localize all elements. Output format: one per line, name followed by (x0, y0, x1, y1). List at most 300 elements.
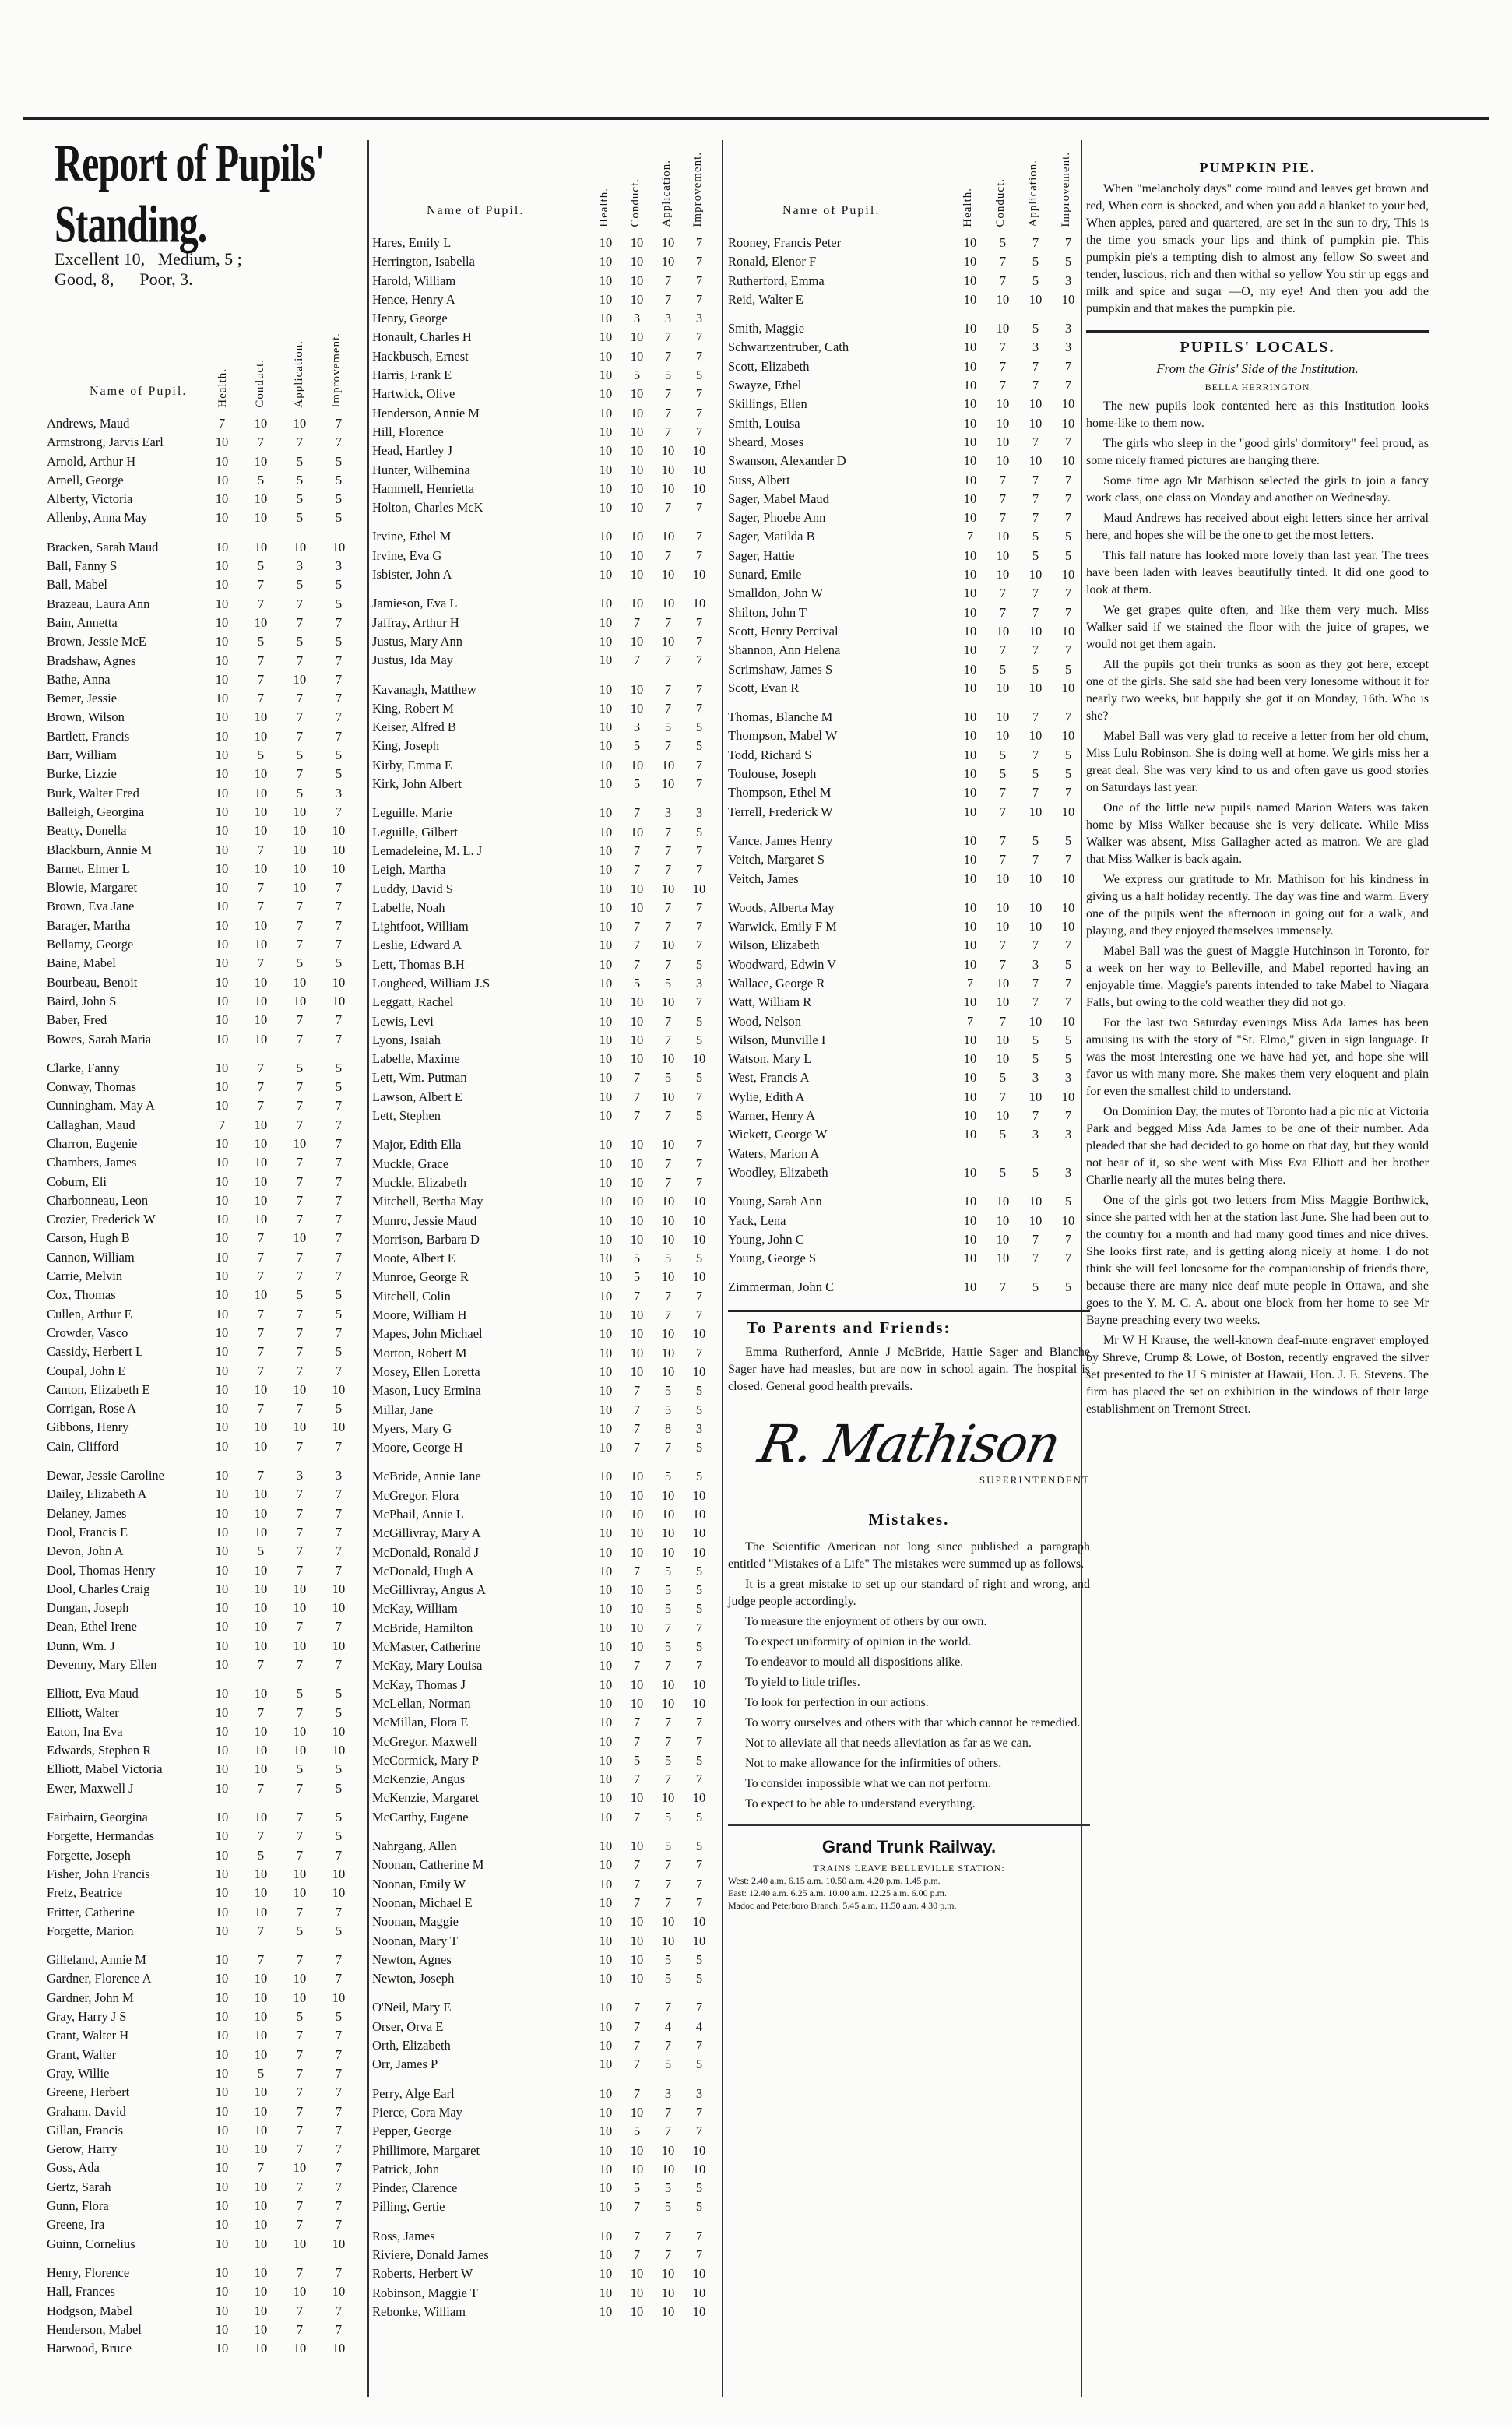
pupil-score: 7 (695, 1620, 703, 1635)
pupil-score: 7 (966, 1013, 974, 1029)
pupil-score: 10 (963, 661, 977, 677)
pupil-score: 10 (254, 614, 268, 630)
pupil-score: 7 (1032, 491, 1039, 506)
pupil-score: 10 (692, 1487, 706, 1503)
pupil-score: 7 (257, 1060, 265, 1075)
pupil-score: 7 (335, 937, 343, 952)
pupil-score: 5 (296, 1287, 304, 1303)
pupil-score: 10 (661, 1269, 675, 1285)
pupil-score (684, 670, 715, 681)
pupil-score: 10 (215, 1487, 229, 1502)
pupil-score: 10 (599, 2303, 613, 2319)
pupil-score: 3 (695, 805, 703, 821)
pupil-score: 4 (664, 2018, 672, 2034)
table-row (47, 1286, 358, 1304)
table-row (372, 272, 715, 290)
pupil-score: 7 (695, 1658, 703, 1673)
pupil-score: 10 (630, 1364, 644, 1379)
pupil-score: 7 (335, 435, 343, 450)
pupil-score: 7 (335, 1269, 343, 1284)
table-row (728, 1182, 1085, 1192)
pupil-score: 10 (215, 2028, 229, 2043)
pupil-score: 7 (633, 1857, 641, 1873)
pupil-score: 10 (661, 443, 675, 459)
table-row (728, 870, 1085, 889)
table-row (728, 899, 1085, 917)
pupil-score: 10 (215, 748, 229, 763)
pupil-score: 10 (599, 1345, 613, 1360)
pupil-name: Forgette, Joseph (47, 1847, 131, 1863)
pupil-score: 7 (335, 899, 343, 914)
pupil-score: 7 (999, 604, 1007, 620)
notice-title: To Parents and Friends: (747, 1318, 951, 1337)
pupil-name: Waters, Marion A (728, 1145, 820, 1161)
pupil-score: 10 (599, 1194, 613, 1209)
pupil-score: 5 (296, 491, 304, 507)
pupil-score: 10 (215, 937, 229, 952)
pupil-score: 10 (630, 757, 644, 772)
table-row (372, 860, 715, 879)
pupil-score: 10 (599, 1951, 613, 1967)
pupil-name: McGregor, Maxwell (372, 1733, 477, 1749)
table-row (47, 689, 358, 708)
pupil-score: 7 (633, 956, 641, 972)
pupil-name: Lewis, Levi (372, 1013, 434, 1029)
pupil-name: King, Joseph (372, 738, 440, 754)
pupil-score: 10 (630, 633, 644, 649)
table-row (372, 1467, 715, 1486)
pupil-score: 10 (599, 1231, 613, 1247)
pupil-score: 10 (599, 1013, 613, 1029)
table-row (372, 804, 715, 822)
pupil-score: 7 (633, 1809, 641, 1825)
pupil-name: Andrews, Maud (47, 416, 130, 431)
pupil-score: 5 (695, 2199, 703, 2215)
pupil-score: 10 (996, 547, 1010, 563)
pupil-score: 7 (296, 2028, 304, 2043)
pupil-score: 10 (1061, 1089, 1075, 1104)
pupil-name: Harris, Frank E (372, 368, 452, 383)
table-row (728, 832, 1085, 850)
table-row (47, 2321, 358, 2339)
pupil-score: 7 (257, 1923, 265, 1938)
pupil-name (728, 1182, 954, 1192)
pupil-score: 10 (599, 776, 613, 792)
pupil-name: Leigh, Martha (372, 862, 446, 878)
table-row (372, 1438, 715, 1457)
table-row (372, 1505, 715, 1524)
pupil-score: 10 (661, 254, 675, 269)
pupil-score: 5 (695, 1032, 703, 1047)
pupil-score: 10 (963, 235, 977, 250)
pupil-score: 7 (335, 1325, 343, 1340)
pupil-score: 10 (215, 2009, 229, 2025)
table-row (372, 1543, 715, 1562)
pupil-score: 10 (996, 1194, 1010, 1209)
pupil-name: Morrison, Barbara D (372, 1231, 480, 1247)
pupil-score: 10 (215, 691, 229, 706)
pupil-name: Gunn, Flora (47, 2198, 109, 2214)
pupil-score: 10 (630, 1345, 644, 1360)
table-row (47, 652, 358, 670)
pupil-score: 10 (630, 2266, 644, 2282)
pupil-name (728, 889, 954, 899)
pupil-score: 10 (254, 1438, 268, 1454)
paragraph: One of the little new pupils named Marion Waters was taken home by Miss Walker because she is very delicate. While Miss Walker was absent, Miss Gallagher acted as matron. We are glad that Miss Walker is back again. (1086, 801, 1429, 866)
pupil-name (372, 1988, 590, 1998)
pupil-name: Lyons, Isaiah (372, 1032, 441, 1047)
pupil-score: 5 (999, 747, 1007, 762)
pupil-score: 10 (293, 2160, 307, 2176)
pupil-score: 10 (599, 720, 613, 735)
legend-excellent: Excellent 10, (55, 249, 146, 269)
table-row (47, 1011, 358, 1029)
pupil-score: 10 (630, 1231, 644, 1247)
pupil-score: 10 (254, 1381, 268, 1397)
pupil-score: 5 (335, 1810, 343, 1825)
table-row (372, 993, 715, 1012)
pupil-score: 10 (254, 1904, 268, 1920)
pupil-name (372, 1827, 590, 1837)
top-rule (23, 117, 1489, 120)
paragraph: On Dominion Day, the mutes of Toronto had a pic nic at Victoria Park and begged Miss Ada James to be one of their number. Ada pleaded that she had decided to go home on that day, but they would not hear of it, so she went with Miss Eva Elliott and her brother Charlie nearly all the mutes being there. (1086, 1105, 1429, 1187)
pupil-score: 10 (215, 2341, 229, 2356)
pupil-score: 10 (630, 1525, 644, 1541)
pupil-score: 5 (296, 577, 304, 593)
pupil-score: 10 (630, 273, 644, 288)
pupil-score: 10 (692, 881, 706, 896)
column-1 (47, 132, 374, 2358)
pupil-name: Hartwick, Olive (372, 386, 455, 402)
pupil-score: 5 (633, 1251, 641, 1266)
pupil-score: 10 (1029, 680, 1043, 695)
pupil-score: 10 (254, 804, 268, 819)
pupil-score: 10 (215, 1990, 229, 2005)
pupil-score: 7 (664, 2038, 672, 2053)
pupil-score: 10 (293, 1723, 307, 1739)
pupil-score: 5 (633, 776, 641, 792)
pupil-score: 7 (296, 1505, 304, 1521)
table-row (372, 1230, 715, 1249)
table-row (47, 746, 358, 765)
pupil-score: 10 (661, 1933, 675, 1948)
pupil-score: 10 (692, 2266, 706, 2282)
pupil-score: 7 (257, 2160, 265, 2176)
pupil-score: 7 (999, 378, 1007, 393)
table-row (47, 1760, 358, 1779)
pupil-name: McGillivray, Angus A (372, 1582, 487, 1598)
pupil-score: 7 (695, 919, 703, 934)
pupil-score: 4 (695, 2018, 703, 2034)
pupil-score: 10 (692, 2161, 706, 2176)
pupil-score: 10 (599, 462, 613, 477)
pupil-score: 10 (599, 2180, 613, 2196)
legend-medium: Medium, 5 ; (157, 249, 242, 269)
legend-poor: Poor, 3. (139, 269, 193, 289)
pupil-score (241, 1456, 280, 1466)
pupil-score: 10 (661, 633, 675, 649)
pupil-score: 10 (661, 1544, 675, 1560)
pupil-score: 7 (1064, 994, 1072, 1010)
pupil-score: 7 (1064, 586, 1072, 601)
pupil-score: 7 (1032, 852, 1039, 867)
pupil-name: Chambers, James (47, 1155, 137, 1170)
table-row (47, 1523, 358, 1542)
pupil-score (1019, 698, 1052, 708)
pupil-score: 10 (293, 1420, 307, 1435)
pupil-score: 10 (1061, 1013, 1075, 1029)
pupil-score: 10 (599, 1639, 613, 1655)
table-row (47, 1846, 358, 1865)
pupil-score: 7 (1032, 1108, 1039, 1124)
pupil-score: 5 (695, 1809, 703, 1825)
paragraph: To yield to little trifles. (745, 1675, 860, 1689)
pupil-name: Mason, Lucy Ermina (372, 1383, 481, 1399)
pupil-score: 10 (293, 1135, 307, 1151)
table-row (728, 490, 1085, 508)
pupil-score: 7 (695, 653, 703, 668)
pupil-score: 5 (664, 1809, 672, 1825)
pupil-score: 10 (661, 1790, 675, 1806)
table-row (728, 1012, 1085, 1031)
pupil-score: 10 (215, 2303, 229, 2318)
pupil-name: Crozier, Frederick W (47, 1212, 156, 1227)
pupil-name: Mosey, Ellen Loretta (372, 1364, 480, 1379)
pupil-score: 10 (996, 1108, 1010, 1124)
pupil-score: 3 (1032, 340, 1039, 355)
pupil-name (47, 2254, 202, 2264)
pupil-score: 10 (996, 994, 1010, 1010)
pupil-score: 7 (296, 766, 304, 782)
pupil-score: 10 (215, 1401, 229, 1416)
pupil-score: 10 (599, 1544, 613, 1560)
pupil-score: 10 (630, 1695, 644, 1711)
pupil-score: 7 (695, 1857, 703, 1873)
paragraph: Not to make allowance for the infirmities of others. (745, 1756, 1002, 1770)
pupil-score: 7 (664, 919, 672, 934)
pupil-score: 10 (963, 1212, 977, 1228)
pupil-score: 5 (335, 1780, 343, 1796)
table-row (47, 1903, 358, 1922)
table-row (47, 1504, 358, 1523)
table-row (728, 1125, 1085, 1144)
pupil-score: 7 (335, 709, 343, 725)
pupil-score: 10 (599, 700, 613, 716)
pupil-score: 7 (664, 547, 672, 563)
pupil-score: 10 (254, 1192, 268, 1208)
column-4 (1086, 132, 1429, 1421)
table-row (728, 1107, 1085, 1125)
table-row (372, 498, 715, 517)
pupil-score: 7 (999, 273, 1007, 288)
table-row (372, 2198, 715, 2216)
pupil-score: 5 (695, 1440, 703, 1455)
pupil-score: 5 (296, 1686, 304, 1701)
pupil-score: 10 (630, 1933, 644, 1948)
pupil-name: Gardner, Florence A (47, 1971, 152, 1986)
pupil-score: 10 (661, 2161, 675, 2176)
pupil-score: 5 (695, 720, 703, 735)
pupil-score: 10 (332, 1581, 346, 1596)
pupil-score: 10 (630, 1469, 644, 1484)
table-row (372, 2055, 715, 2074)
pupil-score: 5 (695, 956, 703, 972)
pupil-score: 10 (254, 823, 268, 839)
pupil-score: 10 (963, 604, 977, 620)
pupil-score: 10 (599, 1440, 613, 1455)
pupil-score: 7 (335, 2179, 343, 2194)
pupil-score: 10 (293, 1381, 307, 1397)
pupil-score: 10 (254, 2321, 268, 2337)
pupil-score: 5 (1032, 254, 1039, 269)
pupil-score: 7 (695, 1089, 703, 1104)
pupil-name: Lightfoot, William (372, 919, 469, 934)
pupil-name: Lett, Thomas B.H (372, 956, 465, 972)
table-row (47, 2140, 358, 2159)
pupil-score: 10 (692, 1051, 706, 1067)
pupil-score: 10 (1029, 1089, 1043, 1104)
pupil-score (684, 793, 715, 804)
pupil-score: 10 (215, 1363, 229, 1378)
pupil-score: 10 (332, 1420, 346, 1435)
pupil-score: 5 (999, 235, 1007, 250)
pupil-score: 10 (293, 993, 307, 1008)
section-divider (1086, 330, 1429, 333)
pupil-name: King, Robert M (372, 700, 454, 716)
pupil-score: 7 (633, 1420, 641, 1436)
pupil-score: 7 (695, 1733, 703, 1749)
pupil-score: 5 (335, 1923, 343, 1938)
pupil-score: 7 (695, 1307, 703, 1323)
pupil-score (986, 1182, 1019, 1192)
pupil-score: 5 (296, 472, 304, 487)
pupil-name: Forgette, Marion (47, 1923, 134, 1938)
pupil-name: Hunter, Wilhemina (372, 462, 470, 477)
pupil-score: 7 (664, 899, 672, 915)
pupil-score: 7 (999, 254, 1007, 269)
table-row (372, 2141, 715, 2160)
pupil-name: McKay, William (372, 1601, 458, 1617)
table-row (728, 765, 1085, 783)
pupil-name: Patrick, John (372, 2161, 440, 2176)
table-row (47, 1599, 358, 1617)
pupil-name: Orth, Elizabeth (372, 2038, 451, 2053)
pupil-score (1052, 1182, 1085, 1192)
table-row (47, 1922, 358, 1941)
pupil-score: 10 (630, 1639, 644, 1655)
pupil-score: 10 (215, 653, 229, 668)
pupil-score: 10 (599, 1156, 613, 1171)
paragraph: For the last two Saturday evenings Miss Ada James has been amusing us with the story of "St. Elmo," given in sign language. It was the most interesting one we have had yet, and hope she will favor us with many more. She makes them very eloquent and plain for even the smallest child to understand. (1086, 1016, 1429, 1098)
pupil-score: 10 (1029, 396, 1043, 412)
table-header (47, 290, 374, 414)
pupil-score: 10 (661, 1051, 675, 1067)
table-row (372, 681, 715, 699)
pupil-score: 7 (664, 500, 672, 516)
pupil-score (1052, 698, 1085, 708)
pupil-name: Leslie, Edward A (372, 938, 462, 953)
pupil-score: 10 (599, 2104, 613, 2120)
pupil-score: 10 (254, 709, 268, 725)
pupil-score: 10 (963, 1231, 977, 1247)
pupil-score: 7 (664, 956, 672, 972)
pupil-score: 10 (254, 1117, 268, 1132)
pupil-score: 5 (664, 1402, 672, 1417)
pupil-score (986, 889, 1019, 899)
pupil-name: Burk, Walter Fred (47, 785, 139, 801)
pupil-score: 7 (633, 1402, 641, 1417)
table-row (47, 2264, 358, 2282)
pupil-score: 5 (296, 1923, 304, 1938)
table-row (47, 1437, 358, 1456)
pupil-score: 5 (695, 1752, 703, 1768)
pupil-score: 10 (293, 1990, 307, 2005)
pupil-score (590, 584, 621, 594)
pupil-name: Reid, Walter E (728, 291, 803, 307)
pupil-score: 10 (332, 2341, 346, 2356)
pupil-score: 7 (695, 500, 703, 516)
table-row (47, 414, 358, 433)
pupil-score (954, 889, 986, 899)
pupil-name: Leguille, Marie (372, 805, 452, 821)
pupil-score: 10 (1061, 728, 1075, 744)
table-row (47, 2103, 358, 2121)
table-row (372, 1827, 715, 1837)
pupil-score (202, 1798, 241, 1808)
pupil-score: 10 (996, 1032, 1010, 1047)
pupil-score: 10 (293, 860, 307, 876)
pupil-name: Forgette, Hermandas (47, 1828, 155, 1844)
pupil-score: 7 (999, 785, 1007, 801)
pupil-name: Labelle, Noah (372, 899, 445, 915)
pupil-score: 7 (633, 1895, 641, 1910)
pupil-name: Kirby, Emma E (372, 757, 452, 772)
pupil-score: 10 (963, 510, 977, 526)
pupil-score: 5 (296, 510, 304, 526)
table-row (47, 2235, 358, 2254)
pupil-score: 7 (633, 1876, 641, 1891)
pupil-score: 3 (335, 1468, 343, 1483)
locals-title: PUPILS' LOCALS. (1180, 339, 1335, 356)
pupil-score: 5 (1064, 1194, 1072, 1209)
pupil-score: 10 (661, 2142, 675, 2158)
pupil-score: 7 (633, 2199, 641, 2215)
pupil-name: Ball, Fanny S (47, 558, 118, 574)
table-row (47, 1798, 358, 1808)
pupil-name: Greene, Herbert (47, 2085, 130, 2100)
pupil-name: Ross, James (372, 2228, 435, 2243)
pupil-name: Baine, Mabel (47, 955, 116, 971)
pupil-score: 10 (630, 2161, 644, 2176)
pupil-score: 7 (335, 2303, 343, 2318)
pupil-score: 10 (599, 1070, 613, 1086)
pupil-score: 7 (1032, 510, 1039, 526)
pupil-score: 7 (695, 938, 703, 953)
table-row (728, 955, 1085, 974)
pupil-score: 3 (1064, 1127, 1072, 1142)
pupil-score: 10 (1061, 291, 1075, 307)
pupil-score: 10 (963, 623, 977, 639)
pupil-name: Sager, Hattie (728, 547, 795, 563)
pupil-score: 7 (257, 1705, 265, 1720)
table-row (728, 603, 1085, 622)
header-health: Health. (962, 188, 974, 227)
pupil-score: 7 (335, 1230, 343, 1246)
table-row (728, 1249, 1085, 1268)
pupil-name: Justus, Ida May (372, 653, 454, 668)
pupil-score: 10 (215, 1524, 229, 1539)
pupil-score: 7 (296, 1212, 304, 1227)
